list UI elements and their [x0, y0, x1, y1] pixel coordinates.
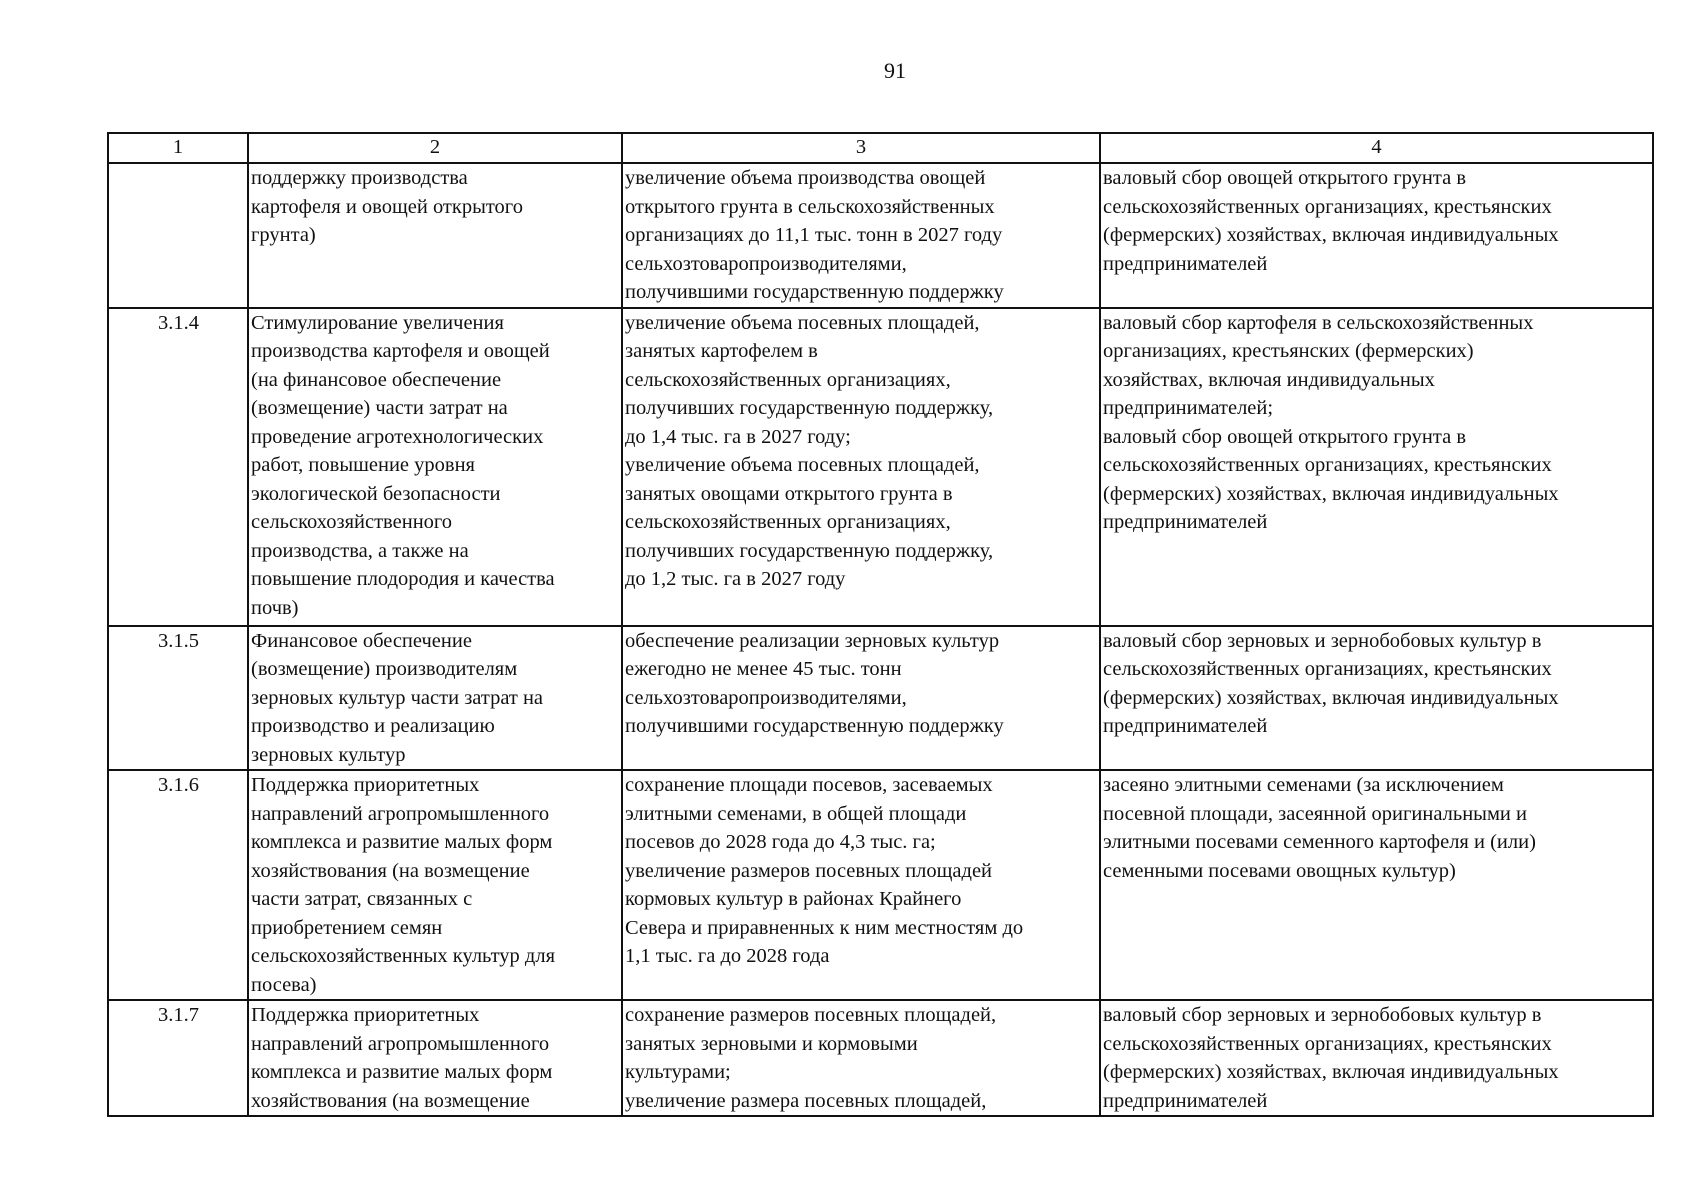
row-number-cell: 3.1.7: [108, 1000, 248, 1116]
row-number-cell: 3.1.4: [108, 308, 248, 626]
measure-name-cell: Финансовое обеспечение (возмещение) производителям зерновых культур части затрат на производство и реализацию зерновых культур: [248, 626, 622, 771]
table-row: [108, 770, 1653, 1000]
expected-result-cell: сохранение площади посевов, засеваемых элитными семенами, в общей площади посевов до 2028 года до 4,3 тыс. га; увеличение размеров посевных площадей кормовых культур в районах Крайнего Севера и приравненных к ним местностям до 1,1 тыс. га до 2028 года: [622, 770, 1100, 1000]
indicator-cell: валовый сбор картофеля в сельскохозяйственных организациях, крестьянских (фермерских) хозяйствах, включая индивидуальных предпринимателей; валовый сбор овощей открытого грунта в сельскохозяйственных организациях, крестьянских (фермерских) хозяйствах, включая индивидуальных предпринимателей: [1100, 308, 1653, 626]
indicator-cell: валовый сбор зерновых и зернобобовых культур в сельскохозяйственных организациях, крестьянских (фермерских) хозяйствах, включая индивидуальных предпринимателей: [1100, 626, 1653, 771]
expected-result-cell: увеличение объема производства овощей открытого грунта в сельскохозяйственных организациях до 11,1 тыс. тонн в 2027 году сельхозтоваропроизводителями, получившими государственную поддержку: [622, 163, 1100, 308]
row-number-cell: [108, 163, 248, 308]
indicator-cell: валовый сбор овощей открытого грунта в сельскохозяйственных организациях, крестьянских (фермерских) хозяйствах, включая индивидуальных предпринимателей: [1100, 163, 1653, 308]
measure-name-cell: Поддержка приоритетных направлений агропромышленного комплекса и развитие малых форм хозяйствования (на возмещение части затрат, связанных с приобретением семян сельскохозяйственных культур для посева): [248, 770, 622, 1000]
measure-name-cell: поддержку производства картофеля и овощей открытого грунта): [248, 163, 622, 308]
table-row: [108, 163, 1653, 308]
row-number-cell: 3.1.5: [108, 626, 248, 771]
table-row: [108, 308, 1653, 626]
measure-name-cell: Поддержка приоритетных направлений агропромышленного комплекса и развитие малых форм хозяйствования (на возмещение: [248, 1000, 622, 1116]
indicator-cell: засеяно элитными семенами (за исключением посевной площади, засеянной оригинальными и элитными посевами семенного картофеля и (или) семенными посевами овощных культур): [1100, 770, 1653, 1000]
indicator-cell: валовый сбор зерновых и зернобобовых культур в сельскохозяйственных организациях, крестьянских (фермерских) хозяйствах, включая индивидуальных предпринимателей: [1100, 1000, 1653, 1116]
expected-result-cell: обеспечение реализации зерновых культур ежегодно не менее 45 тыс. тонн сельхозтоваропроизводителями, получившими государственную поддержку: [622, 626, 1100, 771]
expected-result-cell: сохранение размеров посевных площадей, занятых зерновыми и кормовыми культурами; увеличение размера посевных площадей,: [622, 1000, 1100, 1116]
column-header-4: 4: [1100, 133, 1653, 163]
column-header-1: 1: [108, 133, 248, 163]
row-number-cell: 3.1.6: [108, 770, 248, 1000]
header-row: [108, 133, 1653, 163]
table-row: [108, 1000, 1653, 1116]
page-number: 91: [884, 58, 906, 83]
program-measures-table: [107, 132, 1654, 1117]
column-header-2: 2: [248, 133, 622, 163]
column-header-3: 3: [622, 133, 1100, 163]
measure-name-cell: Стимулирование увеличения производства картофеля и овощей (на финансовое обеспечение (возмещение) части затрат на проведение агротехнологических работ, повышение уровня экологической безопасности сельскохозяйственного производства, а также на повышение плодородия и качества почв): [248, 308, 622, 626]
table-body: [108, 163, 1653, 1116]
table-row: [108, 626, 1653, 771]
table-header: [108, 133, 1653, 163]
expected-result-cell: увеличение объема посевных площадей, занятых картофелем в сельскохозяйственных организациях, получивших государственную поддержку, до 1,4 тыс. га в 2027 году; увеличение объема посевных площадей, занятых овощами открытого грунта в сельскохозяйственных организациях, получивших государственную поддержку, до 1,2 тыс. га в 2027 году: [622, 308, 1100, 626]
